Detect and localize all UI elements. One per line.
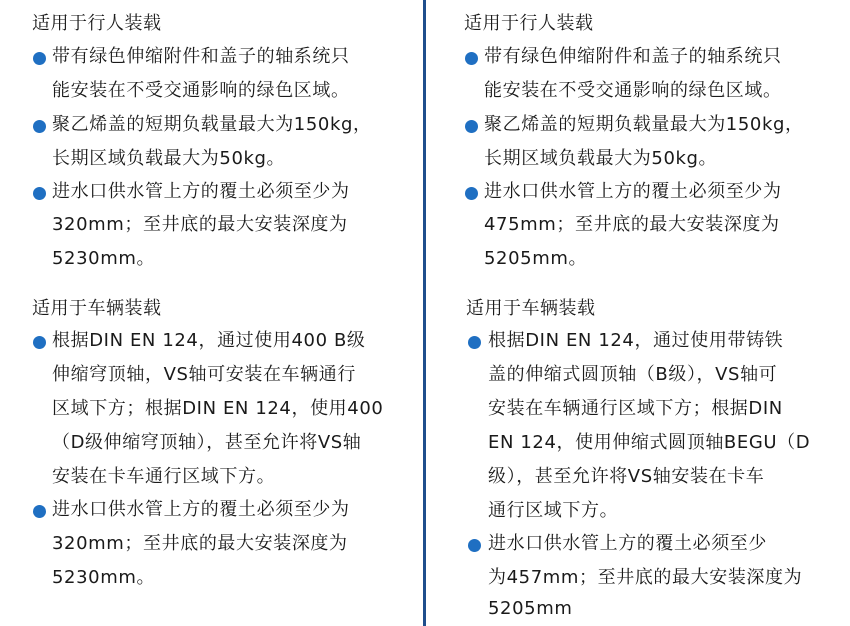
right-ped-item3-line1: 进水口供水管上方的覆土必须至少为 xyxy=(484,181,782,202)
right-ped-item3-line2: 475mm；至井底的最大安装深度为 xyxy=(484,214,780,235)
right-veh-item1-line4: EN 124，使用伸缩式圆顶轴BEGU（D xyxy=(488,432,811,453)
left-ped-item3-line2: 320mm；至井底的最大安装深度为 xyxy=(52,214,348,235)
right-veh-item1-line5: 级），甚至允许将VS轴安装在卡车 xyxy=(488,466,765,487)
left-veh-item2-line1: 进水口供水管上方的覆土必须至少为 xyxy=(52,499,350,520)
left-column xyxy=(0,0,420,626)
right-pedestrian-heading: 适用于行人装载 xyxy=(464,13,594,34)
left-veh-item1-line2: 伸缩穹顶轴，VS轴可安装在车辆通行 xyxy=(52,364,356,385)
right-veh-item1-line3: 安装在车辆通行区域下方；根据DIN xyxy=(488,398,783,419)
right-veh-item1-line2: 盖的伸缩式圆顶轴（B级），VS轴可 xyxy=(488,364,778,385)
bullet-icon xyxy=(33,52,46,65)
left-vehicle-heading: 适用于车辆装载 xyxy=(32,298,162,319)
right-column xyxy=(430,0,850,626)
left-veh-item2-line2: 320mm；至井底的最大安装深度为 xyxy=(52,533,348,554)
right-veh-item2-line2: 为457mm；至井底的最大安装深度为 xyxy=(488,567,803,588)
bullet-icon xyxy=(33,187,46,200)
bullet-icon xyxy=(468,539,481,552)
right-veh-item2-line1: 进水口供水管上方的覆土必须至少 xyxy=(488,533,767,554)
right-veh-item1-line1: 根据DIN EN 124，通过使用带铸铁 xyxy=(488,330,784,351)
left-veh-item2-line3: 5230mm。 xyxy=(52,567,156,588)
right-ped-item3-line3: 5205mm。 xyxy=(484,248,588,269)
left-ped-item3-line1: 进水口供水管上方的覆土必须至少为 xyxy=(52,181,350,202)
column-divider xyxy=(423,0,426,626)
bullet-icon xyxy=(465,52,478,65)
bullet-icon xyxy=(33,505,46,518)
left-ped-item1-line2: 能安装在不受交通影响的绿色区域。 xyxy=(52,80,350,101)
left-ped-item2-line2: 长期区域负载最大为50kg。 xyxy=(52,148,286,169)
bullet-icon xyxy=(465,120,478,133)
left-veh-item1-line3: 区域下方；根据DIN EN 124，使用400 xyxy=(52,398,384,419)
bullet-icon xyxy=(465,187,478,200)
bullet-icon xyxy=(33,120,46,133)
right-vehicle-heading: 适用于车辆装载 xyxy=(466,298,596,319)
left-veh-item1-line4: （D级伸缩穹顶轴），甚至允许将VS轴 xyxy=(52,432,362,453)
bullet-icon xyxy=(33,336,46,349)
right-ped-item1-line1: 带有绿色伸缩附件和盖子的轴系统只 xyxy=(484,46,782,67)
right-ped-item1-line2: 能安装在不受交通影响的绿色区域。 xyxy=(484,80,782,101)
left-veh-item1-line5: 安装在卡车通行区域下方。 xyxy=(52,466,276,487)
left-pedestrian-heading: 适用于行人装载 xyxy=(32,13,162,34)
left-ped-item2-line1: 聚乙烯盖的短期负载量最大为150kg， xyxy=(52,114,372,135)
left-veh-item1-line1: 根据DIN EN 124，通过使用400 B级 xyxy=(52,330,366,351)
right-ped-item2-line2: 长期区域负载最大为50kg。 xyxy=(484,148,718,169)
left-ped-item1-line1: 带有绿色伸缩附件和盖子的轴系统只 xyxy=(52,46,350,67)
right-veh-item1-line6: 通行区域下方。 xyxy=(488,500,619,521)
left-ped-item3-line3: 5230mm。 xyxy=(52,248,156,269)
right-veh-item2-line3: 5205mm xyxy=(488,598,573,619)
bullet-icon xyxy=(468,336,481,349)
right-ped-item2-line1: 聚乙烯盖的短期负载量最大为150kg， xyxy=(484,114,804,135)
